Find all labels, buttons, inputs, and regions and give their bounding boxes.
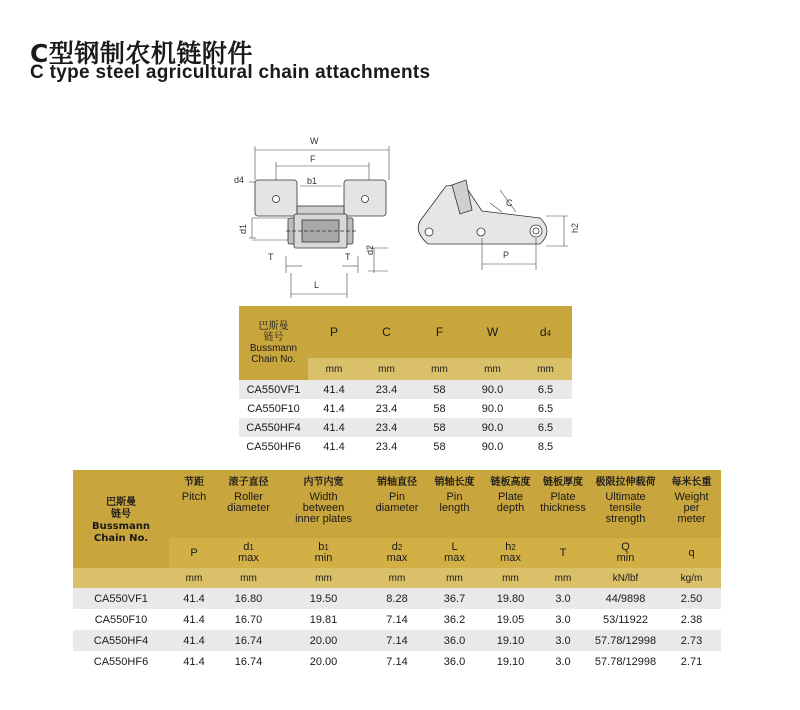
table-cell: 2.71 xyxy=(680,655,703,668)
unit-cell: mm xyxy=(169,568,219,588)
table-cell: 41.4 xyxy=(323,383,345,396)
table-cell: 90.0 xyxy=(481,402,504,415)
table-cell: 41.4 xyxy=(323,440,345,453)
label-h2: h2 xyxy=(570,222,580,233)
label-d1: d1 xyxy=(238,223,248,234)
table-cell: 16.74 xyxy=(234,634,263,647)
side-view xyxy=(418,180,547,244)
chain-no-cell: CA550HF6 xyxy=(93,655,149,668)
table-cell: 2.73 xyxy=(680,634,703,647)
column-header-cn: 滚子直径 xyxy=(219,470,278,488)
table-cell: 57.78/12998 xyxy=(594,634,657,647)
column-symbol: q xyxy=(662,538,721,568)
label-W: W xyxy=(310,136,319,146)
column-header-en: Pitch xyxy=(169,488,219,538)
table-cell: 19.80 xyxy=(496,592,525,605)
table-cell: 20.00 xyxy=(309,655,338,668)
table-cell: 41.4 xyxy=(183,592,205,605)
specifications-table xyxy=(73,470,721,672)
table-cell: 3.0 xyxy=(555,634,571,647)
label-d4: d4 xyxy=(234,175,245,185)
table-cell: 41.4 xyxy=(183,655,205,668)
column-header-cn: 极限拉伸载荷 xyxy=(589,470,662,488)
column-header-en: Ultimate tensile strength xyxy=(589,488,662,538)
column-symbol: T xyxy=(537,538,589,568)
unit-cell: kN/lbf xyxy=(589,568,662,588)
label-C: C xyxy=(506,198,513,208)
column-symbol: Q min xyxy=(589,538,662,568)
unit-cell xyxy=(73,568,169,588)
table-cell: 19.81 xyxy=(309,613,338,626)
unit-cell: mm xyxy=(537,568,589,588)
table-cell: 23.4 xyxy=(375,421,398,434)
table-cell: 19.05 xyxy=(496,613,525,626)
label-T-left: T xyxy=(268,252,274,262)
front-view xyxy=(255,180,386,248)
table-cell: 8.5 xyxy=(537,440,554,453)
chain-no-header: 巴斯曼 链号 Bussmann Chain No. xyxy=(239,306,308,380)
table-cell: 6.5 xyxy=(537,383,554,396)
table-cell: 16.80 xyxy=(234,592,263,605)
chain-no-header: 巴斯曼 链号 Bussmann Chain No. xyxy=(73,470,169,568)
table-cell: 36.7 xyxy=(443,592,466,605)
page-title-cn: C型钢制农机链附件 xyxy=(30,39,253,68)
table-cell: 53/11922 xyxy=(602,613,649,626)
table-cell: 58 xyxy=(433,421,446,434)
table-cell: 44/9898 xyxy=(605,592,646,605)
column-header-en: Pin length xyxy=(425,488,484,538)
column-symbol: b1 min xyxy=(278,538,369,568)
column-header-cn: 内节内宽 xyxy=(278,470,369,488)
table-cell: 41.4 xyxy=(323,421,345,434)
table-cell: 7.14 xyxy=(386,613,408,626)
table-row xyxy=(73,609,721,630)
label-L: L xyxy=(314,280,320,290)
unit-cell: mm xyxy=(369,568,425,588)
column-header-W: W xyxy=(466,306,519,358)
unit-cell: mm xyxy=(425,568,484,588)
table-cell: 19.10 xyxy=(496,634,525,647)
label-F: F xyxy=(310,154,316,164)
table-row xyxy=(239,380,572,399)
table-row xyxy=(73,651,721,672)
column-header-en: Plate depth xyxy=(484,488,537,538)
label-P: P xyxy=(503,250,510,260)
table-row xyxy=(239,418,572,437)
table-row xyxy=(73,630,721,651)
chain-no-cell: CA550HF6 xyxy=(246,440,301,453)
column-header-en: Roller diameter xyxy=(219,488,278,538)
table-row xyxy=(239,437,572,456)
table-cell: 23.4 xyxy=(375,440,398,453)
column-header-en: Pin diameter xyxy=(369,488,425,538)
chain-no-cell: CA550F10 xyxy=(94,613,148,626)
table-cell: 41.4 xyxy=(183,634,205,647)
unit-cell: mm xyxy=(360,358,413,380)
table-row xyxy=(239,399,572,418)
table-cell: 2.50 xyxy=(680,592,703,605)
table-cell: 6.5 xyxy=(537,421,554,434)
table-cell: 16.70 xyxy=(234,613,263,626)
table-row xyxy=(73,588,721,609)
unit-cell: mm xyxy=(413,358,466,380)
column-header-C: C xyxy=(360,306,413,358)
label-T-right: T xyxy=(345,252,351,262)
column-symbol: h2 max xyxy=(484,538,537,568)
unit-cell: kg/m xyxy=(662,568,721,588)
table-cell: 41.4 xyxy=(183,613,205,626)
column-symbol: d1 max xyxy=(219,538,278,568)
table-cell: 19.50 xyxy=(309,592,338,605)
table-cell: 8.28 xyxy=(386,592,408,605)
table-cell: 3.0 xyxy=(555,592,571,605)
unit-cell: mm xyxy=(219,568,278,588)
unit-cell: mm xyxy=(308,358,360,380)
table-cell: 58 xyxy=(433,440,446,453)
table-cell: 58 xyxy=(433,402,446,415)
unit-cell: mm xyxy=(466,358,519,380)
table-cell: 23.4 xyxy=(375,383,398,396)
attachment-technical-drawing xyxy=(228,128,588,303)
column-header-cn: 节距 xyxy=(169,470,219,488)
table-cell: 7.14 xyxy=(386,634,408,647)
table-cell: 90.0 xyxy=(481,440,504,453)
column-header-cn: 链板高度 xyxy=(484,470,537,488)
table-cell: 7.14 xyxy=(386,655,408,668)
column-header-en: Plate thickness xyxy=(537,488,589,538)
label-d2: d2 xyxy=(365,244,375,255)
label-b1: b1 xyxy=(307,176,318,186)
column-header-F: F xyxy=(413,306,466,358)
page-title-en: C type steel agricultural chain attachments xyxy=(30,62,431,83)
column-header-P: P xyxy=(308,306,360,358)
unit-cell: mm xyxy=(519,358,572,380)
column-symbol: P xyxy=(169,538,219,568)
chain-no-cell: CA550HF4 xyxy=(93,634,149,647)
column-symbol: d2 max xyxy=(369,538,425,568)
column-header-d4: d4 xyxy=(519,306,572,358)
table-cell: 2.38 xyxy=(680,613,703,626)
column-header-cn: 每米长重 xyxy=(662,470,721,488)
table-cell: 90.0 xyxy=(481,421,504,434)
table-cell: 41.4 xyxy=(323,402,345,415)
column-header-en: Weight per meter xyxy=(662,488,721,538)
chain-no-cell: CA550VF1 xyxy=(94,592,148,605)
unit-cell: mm xyxy=(484,568,537,588)
table-cell: 3.0 xyxy=(555,655,571,668)
dimensions-table xyxy=(239,306,572,456)
column-header-cn: 销轴直径 xyxy=(369,470,425,488)
column-symbol: L max xyxy=(425,538,484,568)
table-cell: 36.0 xyxy=(443,634,466,647)
table-cell: 36.2 xyxy=(443,613,466,626)
table-cell: 36.0 xyxy=(443,655,466,668)
column-header-cn: 链板厚度 xyxy=(537,470,589,488)
table-cell: 58 xyxy=(433,383,446,396)
table-cell: 57.78/12998 xyxy=(594,655,657,668)
unit-cell: mm xyxy=(278,568,369,588)
column-header-cn: 销轴长度 xyxy=(425,470,484,488)
table-cell: 90.0 xyxy=(481,383,504,396)
table-cell: 20.00 xyxy=(309,634,338,647)
table-cell: 19.10 xyxy=(496,655,525,668)
table-cell: 6.5 xyxy=(537,402,554,415)
table-cell: 3.0 xyxy=(555,613,571,626)
chain-no-cell: CA550F10 xyxy=(247,402,300,415)
column-header-en: Width between inner plates xyxy=(278,488,369,538)
chain-no-cell: CA550HF4 xyxy=(246,421,301,434)
table-cell: 16.74 xyxy=(234,655,263,668)
table-cell: 23.4 xyxy=(375,402,398,415)
chain-no-cell: CA550VF1 xyxy=(246,383,301,396)
